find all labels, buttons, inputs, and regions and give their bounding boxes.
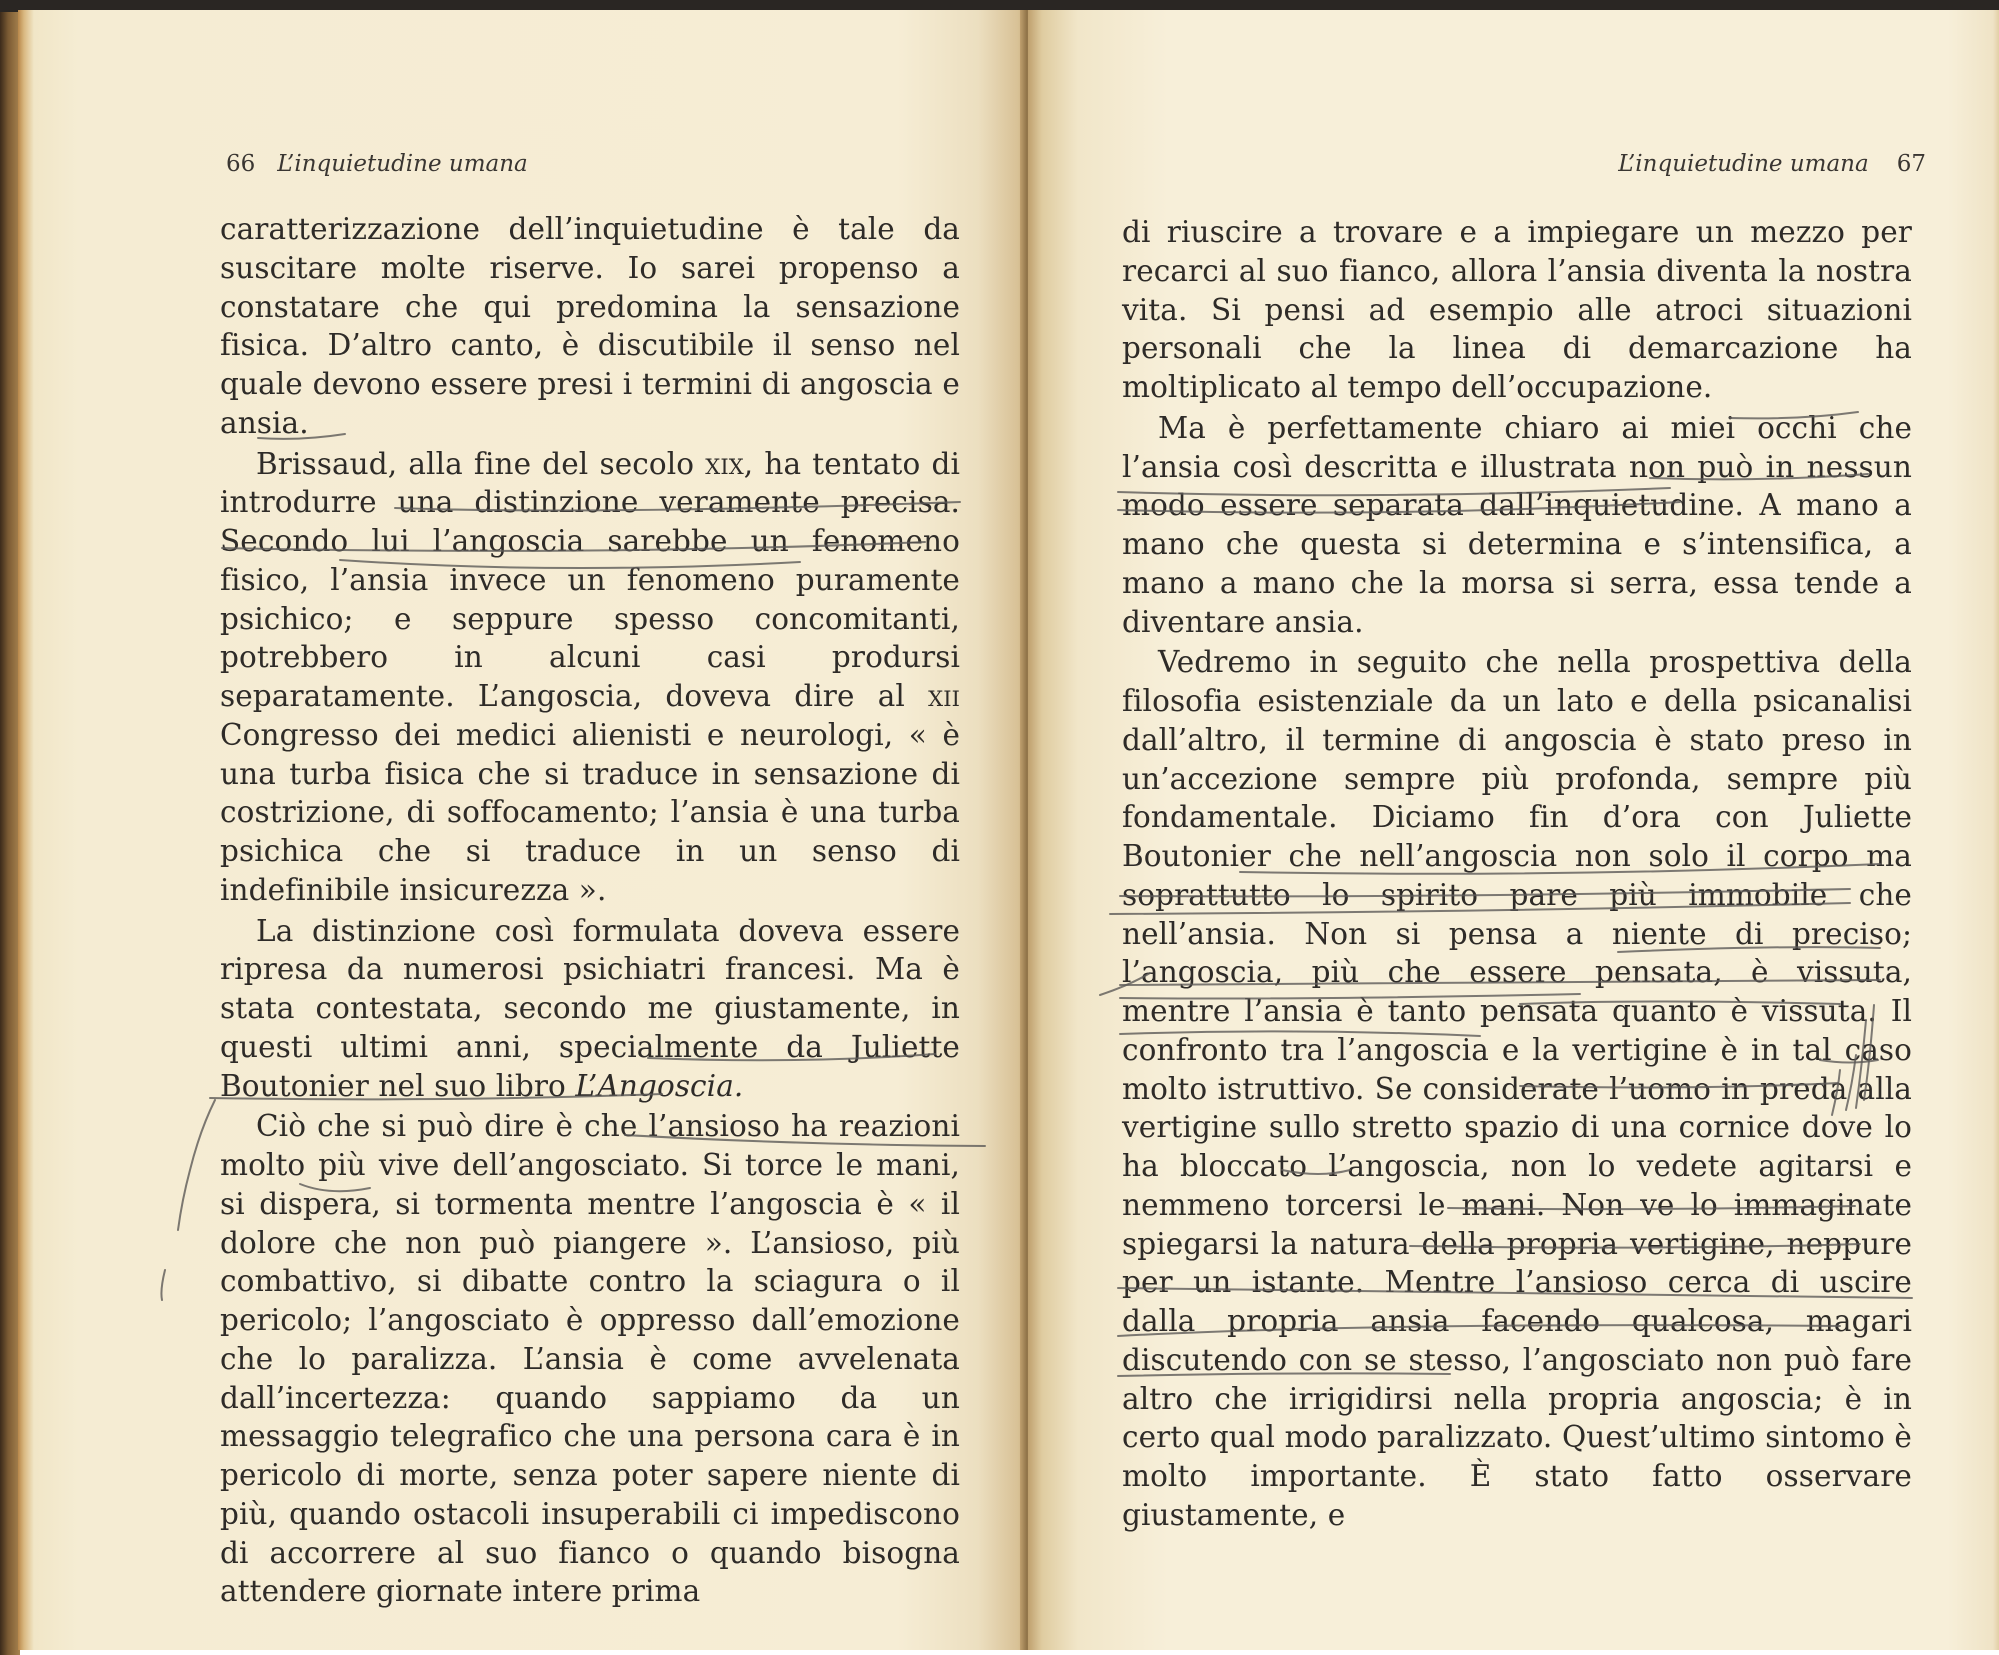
right-text-block (1122, 213, 1912, 1537)
small-caps-text: xii (928, 679, 960, 713)
right-running-title: L’inquietudine umana (1618, 151, 1869, 177)
text-run: Congresso dei medici alienisti e neurologi, « è una turba fisica che si traduce in sensazione di costrizione, di soffocamento; l’ansia è una turba psichica che si traduce in un senso di indefinibile insicurezza ». (220, 717, 960, 907)
text-run: di riuscire a trovare e a impiegare un mezzo per recarci al suo fianco, allora l’ansia diventa la nostra vita. Si pensi ad esempio alle atroci situazioni personali che la linea di demarcazione ha moltiplicato al tempo dell’occupazione. (1122, 215, 1912, 404)
paragraph (220, 912, 960, 1106)
paragraph (1122, 213, 1912, 407)
right-page-number: 67 (1896, 151, 1926, 177)
text-run: Ma è perfettamente chiaro ai miei occhi che l’ansia così descritta e illustrata non può in nessun modo essere separata dall’inquietudine. A mano a mano che questa si determina e s’intensifica, a mano a mano che la morsa si serra, essa tende a diventare ansia. (1122, 410, 1912, 639)
left-running-head (226, 151, 528, 177)
paragraph (220, 445, 960, 910)
paragraph (1122, 643, 1912, 1534)
left-page (18, 10, 1028, 1650)
text-run: , ha tentato di introdurre una distinzione veramente precisa. Secondo lui l’angoscia sarebbe un fenomeno fisico, l’ansia invece un fenomeno puramente psichico; e seppure spesso concomitanti, potrebbero in alcuni casi prodursi separatamente. L’angoscia, doveva dire al (220, 446, 960, 713)
text-run: La distinzione così formulata doveva essere ripresa da numerosi psichiatri francesi. Ma è stata contestata, secondo me giustamente, in questi ultimi anni, specialmente da Juliette Boutonier nel suo libro (220, 913, 960, 1103)
right-page (1028, 10, 1999, 1650)
paragraph (220, 210, 960, 443)
left-page-number: 66 (226, 151, 256, 177)
text-run: Brissaud, alla fine del secolo (256, 446, 706, 481)
book-cover-edge (0, 0, 20, 1655)
text-run: caratterizzazione dell’inquietudine è tale da suscitare molte riserve. Io sarei propenso a constatare che qui predomina la sensazione fisica. D’altro canto, è discutibile il senso nel quale devono essere presi i termini di angoscia e ansia. (220, 212, 960, 440)
left-running-title: L’inquietudine umana (277, 151, 528, 177)
small-caps-text: xix (705, 446, 744, 481)
right-running-head (1618, 151, 1926, 177)
italic-text: L’Angoscia. (575, 1068, 744, 1103)
text-run: Vedremo in seguito che nella prospettiva della filosofia esistenziale da un lato e della psicanalisi dall’altro, il termine di angoscia è stato preso in un’accezione sempre più profonda, sempre più fondamentale. Diciamo fin d’ora con Juliette Boutonier che nell’angoscia non solo il corpo ma soprattutto lo spirito pare più immobile che nell’ansia. Non si pensa a niente di preciso; l’angoscia, più che essere pensata, è vissuta, mentre l’ansia è tanto pensata quanto è vissuta. Il confronto tra l’angoscia e la vertigine è in tal caso molto istruttivo. Se considerate l’uomo in preda alla vertigine sullo stretto spazio di una cornice dove lo ha bloccato l’angoscia, non lo vedete agitarsi e nemmeno torcersi le mani. Non ve lo immaginate spiegarsi la natura della propria vertigine, neppure per un istante. Mentre l’ansioso cerca di uscire dalla propria ansia facendo qualcosa, magari discutendo con se stesso, l’angosciato non può fare altro che irrigidirsi nella propria angoscia; è in certo qual modo paralizzato. Quest’ultimo sintomo è molto importante. È stato fatto osservare giustamente, e (1122, 645, 1912, 1532)
left-text-block (220, 210, 960, 1613)
paragraph (220, 1107, 960, 1611)
paragraph (1122, 409, 1912, 642)
text-run: Ciò che si può dire è che l’ansioso ha reazioni molto più vive dell’angosciato. Si torce le mani, si dispera, si tormenta mentre l’angoscia è « il dolore che non può piangere ». L’ansioso, più combattivo, si dibatte contro la sciagura o il pericolo; l’angosciato è oppresso dall’emozione che lo paralizza. L’ansia è come avvelenata dall’incertezza: quando sappiamo da un messaggio telegrafico che una persona cara è in pericolo di morte, senza poter sapere niente di più, quando ostacoli insuperabili ci impediscono di accorrere al suo fianco o quando bisogna attendere giornate intere prima (220, 1109, 960, 1609)
